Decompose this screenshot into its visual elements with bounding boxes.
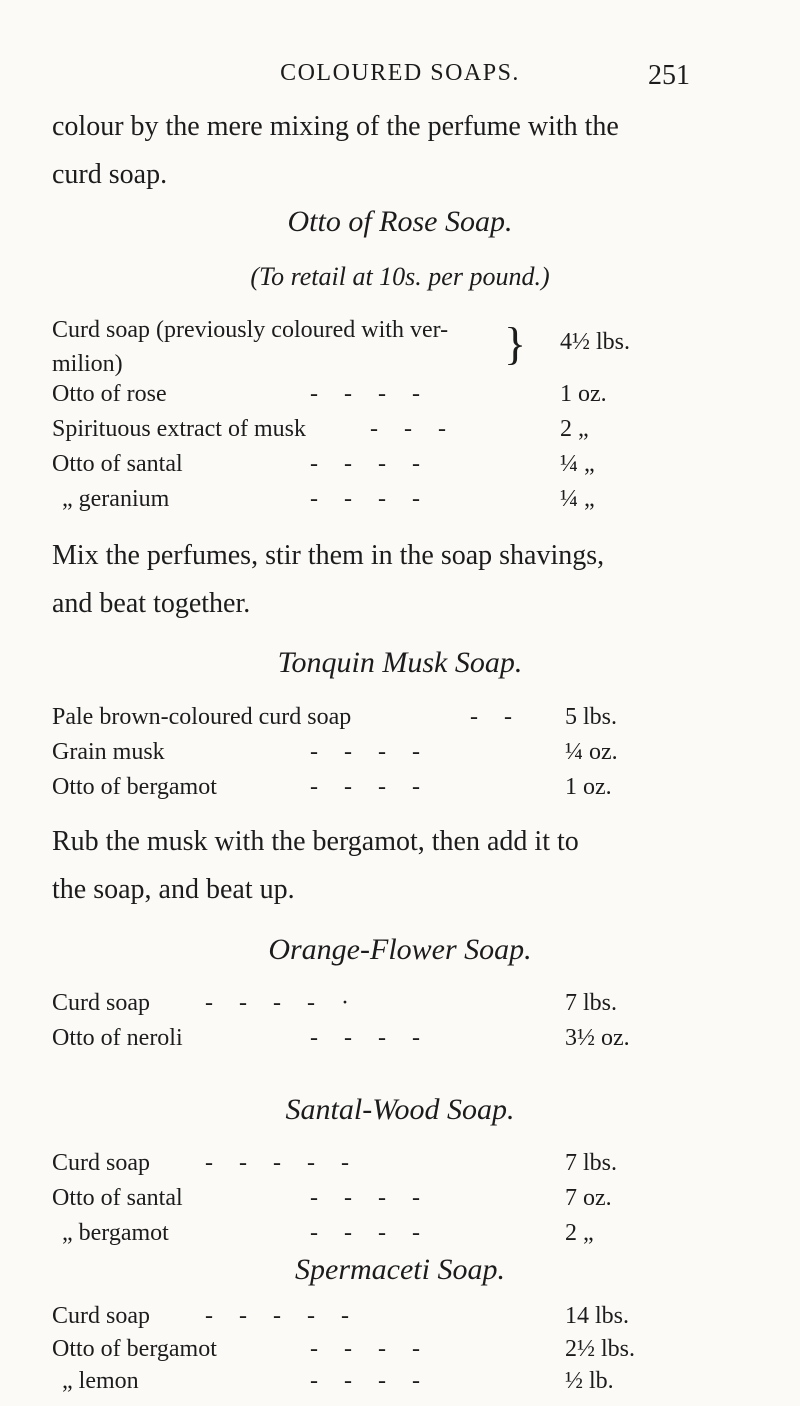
recipe-note-line-1: Rub the musk with the bergamot, then add it to	[52, 826, 579, 857]
ingredient-name: „ bergamot	[62, 1220, 169, 1246]
ingredient-quantity: 7 lbs.	[565, 1150, 618, 1176]
ingredient-row	[0, 381, 800, 415]
ingredient-quantity: ¼ „	[560, 451, 595, 477]
leader-dashes: - -	[470, 704, 514, 730]
intro-line-1: colour by the mere mixing of the perfume with the	[52, 111, 619, 142]
ingredient-quantity: 7 lbs.	[565, 990, 618, 1016]
ingredient-row	[0, 739, 800, 773]
ingredient-row	[0, 486, 800, 520]
ingredient-name: Spirituous extract of musk	[52, 416, 306, 442]
ingredient-name: Otto of bergamot	[52, 1336, 217, 1362]
ingredient-row	[0, 1368, 800, 1402]
recipe-subtitle-retail: (To retail at 10s. per pound.)	[250, 262, 550, 291]
leader-dashes: - - - -	[310, 739, 422, 765]
ingredient-name: „ geranium	[62, 486, 170, 512]
intro-line-2: curd soap.	[52, 159, 168, 190]
ingredient-name: Otto of santal	[52, 1185, 183, 1211]
recipe-note-line-1: Mix the perfumes, stir them in the soap shavings,	[52, 540, 605, 571]
ingredient-name: Pale brown-coloured curd soap	[52, 704, 352, 730]
ingredient-quantity: 2½ lbs.	[565, 1336, 636, 1362]
leader-dashes: - - - -	[310, 774, 422, 800]
ingredient-quantity: 14 lbs.	[565, 1303, 630, 1329]
leader-dashes: - - - -	[310, 1336, 422, 1362]
leader-dashes: - - - -	[310, 1220, 422, 1246]
recipe-title-santal-wood: Santal-Wood Soap.	[285, 1093, 515, 1126]
ingredient-name: Curd soap	[52, 990, 150, 1016]
ingredient-quantity: 1 oz.	[560, 381, 607, 407]
leader-dashes: - - - -	[310, 486, 422, 512]
leader-dashes: - - - - -	[205, 1303, 351, 1329]
ingredient-name-line-2: milion)	[52, 351, 123, 377]
ingredient-quantity: ½ lb.	[565, 1368, 614, 1394]
ingredient-row	[0, 451, 800, 485]
brace-glyph: }	[504, 318, 527, 369]
ingredient-name: Otto of santal	[52, 451, 183, 477]
ingredient-name: Curd soap	[52, 1150, 150, 1176]
ingredient-row	[0, 416, 800, 450]
ingredient-quantity: 2 „	[560, 416, 589, 442]
ingredient-row	[0, 1303, 800, 1337]
ingredient-row	[0, 313, 800, 381]
ingredient-name: Otto of neroli	[52, 1025, 183, 1051]
leader-dashes: - - -	[370, 416, 448, 442]
page-number: 251	[648, 60, 690, 91]
leader-dashes: - - - - ·	[205, 990, 351, 1016]
ingredient-row	[0, 1220, 800, 1254]
ingredient-name: Otto of rose	[52, 381, 167, 407]
leader-dashes: - - - - -	[205, 1150, 351, 1176]
leader-dashes: - - - -	[310, 1368, 422, 1394]
ingredient-quantity: 2 „	[565, 1220, 594, 1246]
ingredient-quantity: 4½ lbs.	[560, 329, 631, 355]
ingredient-row	[0, 704, 800, 738]
ingredient-quantity: 7 oz.	[565, 1185, 612, 1211]
recipe-note-line-2: and beat together.	[52, 588, 251, 619]
recipe-title-orange-flower: Orange-Flower Soap.	[268, 933, 532, 966]
ingredient-quantity: ¼ „	[560, 486, 595, 512]
ingredient-row	[0, 1150, 800, 1184]
ingredient-row	[0, 1336, 800, 1370]
recipe-note-line-2: the soap, and beat up.	[52, 874, 295, 905]
ingredient-name-line-1: Curd soap (previously coloured with ver-	[52, 317, 449, 343]
running-header	[0, 60, 800, 100]
ingredient-quantity: ¼ oz.	[565, 739, 618, 765]
ingredient-name: Curd soap	[52, 1303, 150, 1329]
ingredient-name: Otto of bergamot	[52, 774, 217, 800]
ingredient-name: „ lemon	[62, 1368, 139, 1394]
ingredient-quantity: 5 lbs.	[565, 704, 618, 730]
leader-dashes: - - - -	[310, 451, 422, 477]
ingredient-row	[0, 1025, 800, 1059]
recipe-title-spermaceti: Spermaceti Soap.	[295, 1253, 505, 1286]
leader-dashes: - - - -	[310, 1025, 422, 1051]
ingredient-row	[0, 1185, 800, 1219]
ingredient-quantity: 3½ oz.	[565, 1025, 630, 1051]
ingredient-quantity: 1 oz.	[565, 774, 612, 800]
leader-dashes: - - - -	[310, 1185, 422, 1211]
ingredient-row	[0, 774, 800, 808]
leader-dashes: - - - -	[310, 381, 422, 407]
ingredient-name	[52, 313, 562, 381]
recipe-title-otto-of-rose: Otto of Rose Soap.	[287, 205, 513, 238]
ingredient-row	[0, 990, 800, 1024]
running-head-title: COLOURED SOAPS.	[280, 60, 520, 86]
recipe-title-tonquin-musk: Tonquin Musk Soap.	[277, 646, 523, 679]
ingredient-name: Grain musk	[52, 739, 165, 765]
